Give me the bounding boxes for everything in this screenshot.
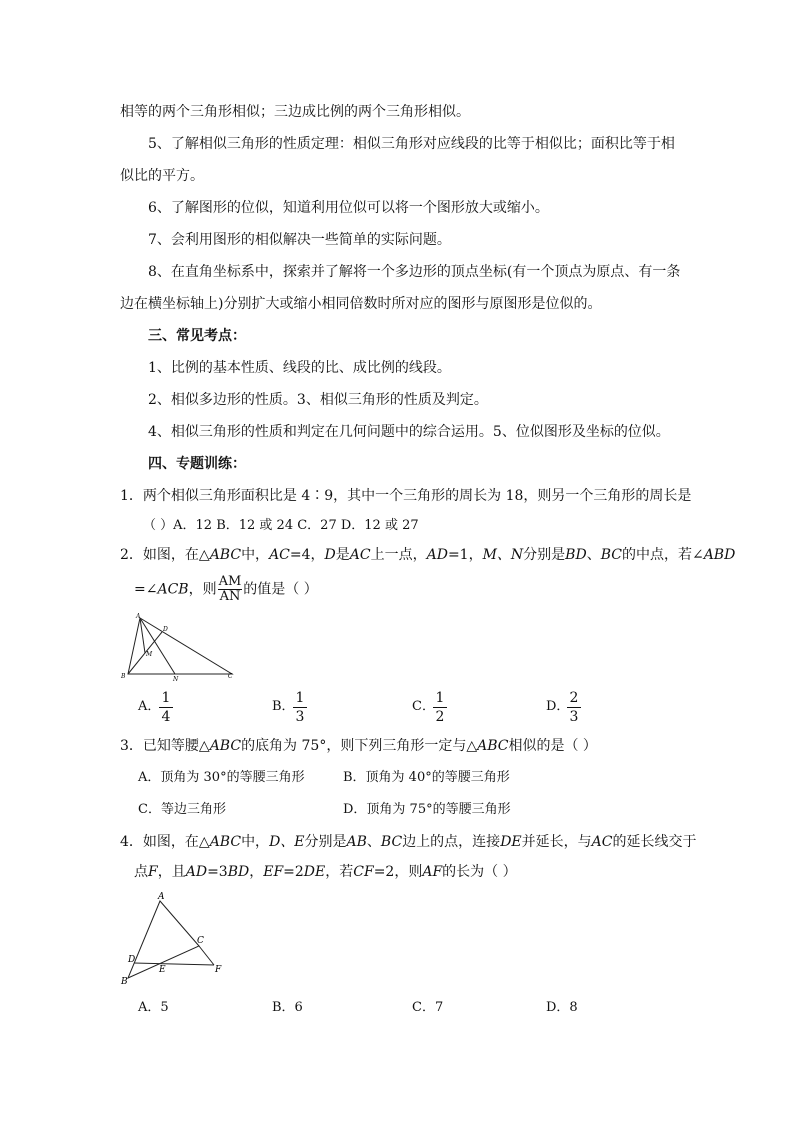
text-line: 相等的两个三角形相似；三边成比例的两个三角形相似。 [120,104,470,120]
text-line: 5、了解相似三角形的性质定理：相似三角形对应线段的比等于相似比；面积比等于相 [148,136,675,152]
option-b-fraction: $\frac{1}{3}$ [293,689,307,726]
question-3-option-a[interactable]: A．顶角为 30°的等腰三角形 [138,770,305,785]
question-3-option-b[interactable]: B．顶角为 40°的等腰三角形 [343,770,510,785]
question-4-stem-cont: 点F，且AD=3BD，EF=2DE，若CF=2，则AF的长为（ ） [134,864,517,880]
question-3-stem: 3．已知等腰△ABC的底角为 75°，则下列三角形一定与△ABC相似的是（ ） [120,738,597,754]
question-3-option-c[interactable]: C．等边三角形 [138,802,226,817]
option-c-fraction: $\frac{1}{2}$ [433,689,447,726]
text-line: 2、相似多边形的性质。3、相似三角形的性质及判定。 [148,392,488,408]
text-line: 7、会利用图形的相似解决一些简单的实际问题。 [148,232,451,248]
question-2-option-d[interactable]: D． [546,699,570,714]
option-a-fraction: $\frac{1}{4}$ [159,689,173,726]
label-E: E [159,965,166,975]
label-D: D [163,626,168,633]
label-C: C [197,936,204,946]
question-4-figure [118,892,230,992]
fraction-am-an: $\frac{AM}{AN}$ [218,574,242,604]
label-B: B [121,673,126,680]
text-line: 8、在直角坐标系中，探索并了解将一个多边形的顶点坐标(有一个顶点为原点、有一条 [148,264,681,280]
label-F: F [215,965,222,975]
text-line: 1、比例的基本性质、线段的比、成比例的线段。 [148,360,451,376]
option-d-fraction: $\frac{2}{3}$ [567,689,581,726]
text-line: 似比的平方。 [120,168,204,184]
label-N: N [173,676,179,682]
section-heading: 四、专题训练： [148,456,246,472]
label-M: M [146,651,153,658]
question-1-options: （ ）A．12 B．12 或 24 C．27 D．12 或 27 [143,518,419,533]
label-B: B [121,977,128,987]
section-heading: 三、常见考点： [148,328,246,344]
question-2-stem-cont: =∠ACB，则 $\frac{AM}{AN}$ 的值是（ ） [134,574,318,604]
question-2-option-c[interactable]: C． [412,699,435,714]
question-2-option-b[interactable]: B． [272,699,295,714]
question-4-option-c[interactable]: C．7 [412,1000,444,1015]
question-1-stem: 1．两个相似三角形面积比是 4∶9，其中一个三角形的周长为 18，则另一个三角形的周长是 [120,488,692,504]
question-4-option-b[interactable]: B．6 [272,1000,303,1015]
question-4-option-a[interactable]: A．5 [138,1000,169,1015]
question-4-option-d[interactable]: D．8 [546,1000,578,1015]
text-line: 6、了解图形的位似，知道利用位似可以将一个图形放大或缩小。 [148,200,549,216]
text-line: 边在横坐标轴上)分别扩大或缩小相同倍数时所对应的图形与原图形是位似的。 [120,296,602,312]
question-2-stem: 2．如图，在△ABC中，AC=4，D是AC上一点，AD=1，M、N分别是BD、BC的中点，若∠ABD [120,547,736,563]
question-3-option-d[interactable]: D．顶角为 75°的等腰三角形 [343,802,511,817]
label-A: A [158,892,165,902]
text-line: 4、相似三角形的性质和判定在几何问题中的综合运用。5、位似图形及坐标的位似。 [148,424,670,440]
label-A: A [136,613,141,620]
question-2-figure [118,612,238,682]
label-C: C [228,673,233,680]
question-2-option-a[interactable]: A． [138,699,161,714]
question-4-stem: 4．如图，在△ABC中，D、E分别是AB、BC边上的点，连接DE并延长，与AC的延长线交于 [120,834,697,850]
label-D: D [128,955,136,965]
